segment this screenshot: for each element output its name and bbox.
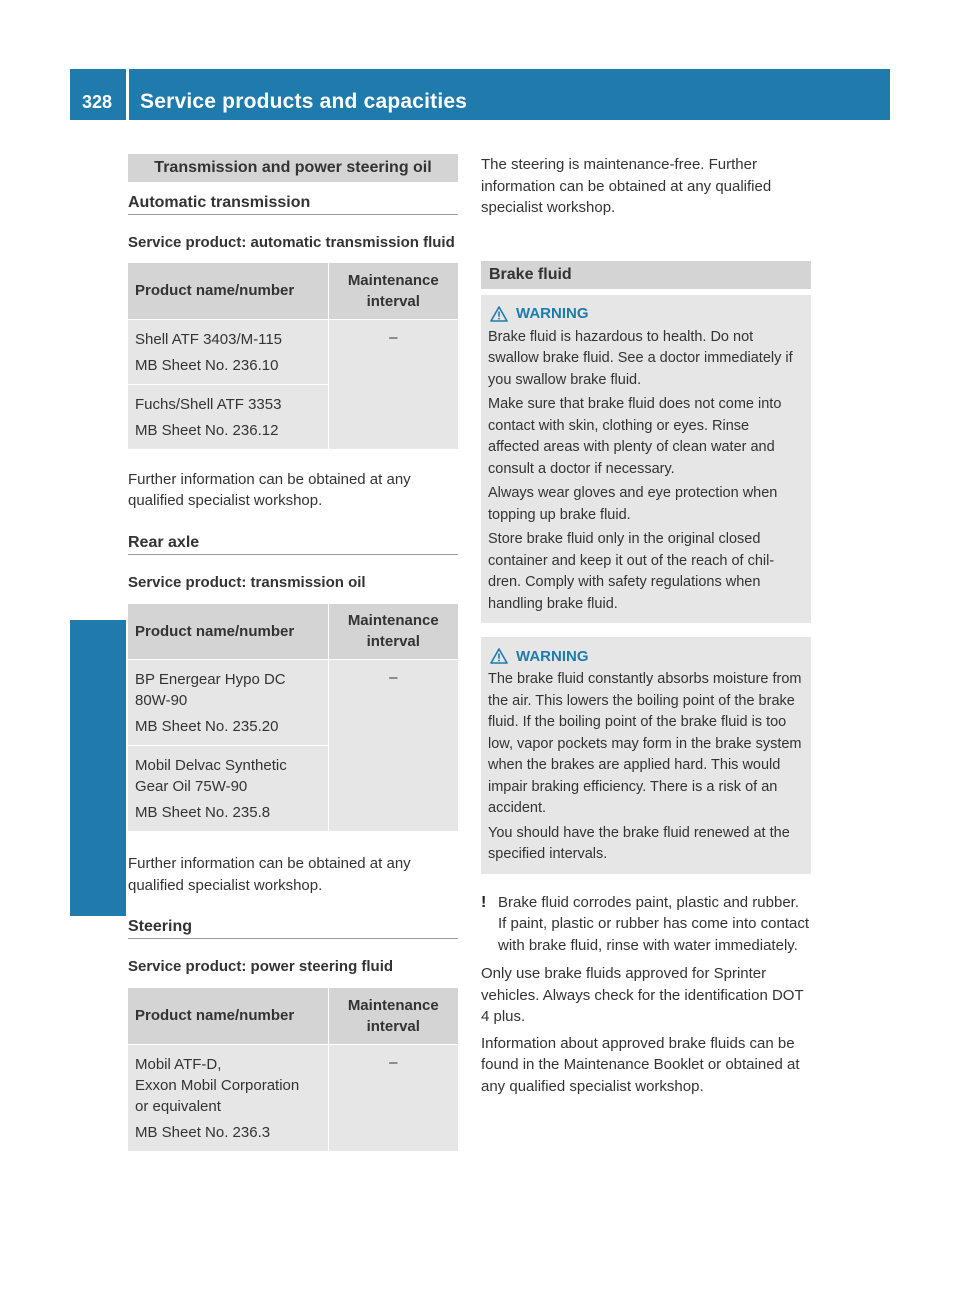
table-row	[128, 660, 458, 746]
left-column	[128, 154, 458, 1151]
section-banner-transmission: Transmission and power steering oil	[128, 154, 458, 182]
product-name: BP Energear Hypo DC	[135, 671, 286, 688]
column-header-interval: Maintenance interval	[328, 263, 458, 319]
warning-label: WARNING	[516, 305, 589, 322]
warning-text: Always wear gloves and eye protection when topping up brake fluid.	[488, 485, 778, 523]
table-row	[128, 1044, 458, 1151]
caution-text: Brake fluid corrodes paint, plastic and rubber. If paint, plastic or rubber has come into contact with brake fluid, rinse with water immediately.	[498, 893, 809, 954]
product-cell	[128, 746, 328, 832]
product-name: Fuchs/Shell ATF 3353	[135, 395, 282, 413]
right-column	[481, 154, 811, 1097]
column-header-product: Product name/number	[128, 988, 328, 1044]
product-name: Mobil Delvac Synthetic	[135, 757, 287, 774]
service-product-automatic: Service product: automatic transmission fluid	[128, 234, 455, 251]
product-sheet: MB Sheet No. 236.10	[135, 356, 279, 374]
warning-triangle-icon	[490, 648, 508, 664]
warning-header	[488, 645, 804, 667]
table-steering	[128, 988, 458, 1151]
warning-text: Make sure that brake fluid does not come into contact with skin, clothing or eyes. Rinse affected areas with plenty of clean water and consult a doctor if necessary.	[488, 396, 782, 477]
product-sheet: MB Sheet No. 236.3	[135, 1123, 271, 1141]
heading-automatic-transmission: Automatic transmission	[128, 194, 458, 215]
note-rear-axle: Further information can be obtained at any qualified specialist workshop.	[128, 855, 411, 894]
warning-text: You should have the brake fluid renewed at the specified intervals.	[488, 824, 790, 862]
product-name: Shell ATF 3403/M-115	[135, 330, 283, 348]
product-name: Exxon Mobil Corporation	[135, 1076, 300, 1094]
table-rear-axle	[128, 604, 458, 832]
product-cell	[128, 660, 328, 746]
interval-cell: –	[328, 319, 458, 449]
product-cell	[128, 319, 328, 384]
caution-exclamation-icon: !	[481, 893, 487, 911]
warning-triangle-icon	[490, 306, 508, 322]
warning-text: The brake fluid constantly absorbs moisture from the air. This lowers the boiling point of the brake fluid. If the boiling point of the brake fluid is too low, vapor pockets may form in the brake system when the brakes are applied hard. This would impair braking efficiency. There is a risk of an accident.	[488, 671, 802, 816]
column-header-interval: Maintenance interval	[328, 988, 458, 1044]
product-name: Mobil ATF-D,	[135, 1055, 222, 1073]
table-row	[128, 319, 458, 384]
product-cell	[128, 1044, 328, 1151]
service-product-rear-axle: Service product: transmission oil	[128, 573, 366, 591]
interval-cell: –	[328, 660, 458, 832]
product-name: Gear Oil 75W-90	[135, 778, 248, 795]
warning-text: Store brake fluid only in the original closed container and keep it out of the reach of chil-dren. Comply with safety regulations when handling brake fluid.	[488, 531, 775, 612]
product-sheet: MB Sheet No. 235.8	[135, 804, 271, 821]
warning-label: WARNING	[516, 647, 589, 665]
service-product-steering: Service product: power steering fluid	[128, 958, 394, 975]
note-automatic: Further information can be obtained at any qualified specialist workshop.	[128, 470, 411, 509]
warning-box	[481, 637, 811, 874]
chapter-tab-label: Technical data	[72, 695, 99, 860]
column-header-product: Product name/number	[128, 263, 328, 319]
brake-fluid-approval: Only use brake fluids approved for Sprinter vehicles. Always check for the identification DOT 4 plus.	[481, 965, 804, 1025]
product-sheet: MB Sheet No. 236.12	[135, 421, 279, 439]
heading-rear-axle: Rear axle	[128, 534, 458, 555]
interval-cell: –	[328, 1044, 458, 1151]
page-number: 328	[82, 92, 113, 112]
section-banner-brake-fluid: Brake fluid	[481, 261, 811, 289]
brake-fluid-information: Information about approved brake fluids can be found in the Maintenance Booklet or obtained at any qualified specialist workshop.	[481, 1034, 800, 1095]
product-name: 80W-90	[135, 692, 188, 709]
column-header-interval: Maintenance interval	[328, 604, 458, 660]
column-header-product: Product name/number	[128, 604, 328, 660]
product-cell	[128, 384, 328, 449]
table-automatic-transmission	[128, 263, 458, 449]
warning-header	[488, 303, 804, 325]
warning-box	[481, 295, 811, 624]
header-divider	[126, 69, 129, 120]
heading-steering: Steering	[128, 918, 458, 939]
steering-intro: The steering is maintenance-free. Further information can be obtained at any qualified specialist workshop.	[481, 156, 772, 216]
product-sheet: MB Sheet No. 235.20	[135, 718, 279, 735]
product-name: or equivalent	[135, 1097, 221, 1115]
caution-note	[481, 892, 811, 957]
warning-text: Brake fluid is hazardous to health. Do not swallow brake fluid. See a doctor immediately if you swallow brake fluid.	[488, 328, 793, 388]
page-title: Service products and capacities	[140, 90, 468, 113]
